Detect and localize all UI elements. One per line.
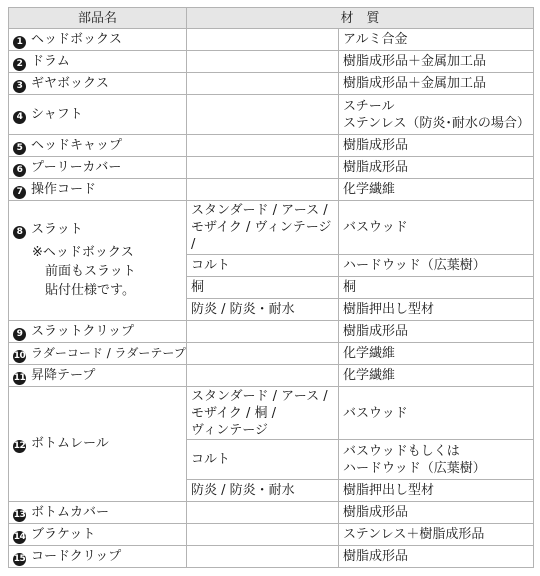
material-cell: 樹脂成形品 [339, 502, 534, 524]
table-row [9, 502, 534, 524]
material-cell: 樹脂押出し型材 [339, 299, 534, 321]
note-line: 前面もスラット [45, 264, 136, 279]
material-line: ハードウッド（広葉樹） [343, 460, 486, 476]
material-cell: 化学繊維 [339, 179, 534, 201]
material-cell: ステンレス＋樹脂成形品 [339, 524, 534, 546]
header-material: 材 質 [187, 8, 534, 29]
variant-line: ヴィンテージ [191, 422, 268, 438]
part-name-cell [9, 524, 187, 546]
part-name-cell [9, 135, 187, 157]
material-cell: バスウッド [339, 201, 534, 255]
material-cell: ハードウッド（広葉樹） [339, 255, 534, 277]
table-row [9, 546, 534, 568]
part-name: ヘッドキャップ [31, 137, 123, 153]
variant-cell: コルト [187, 255, 339, 277]
variant-cell [187, 321, 339, 343]
variant-cell [187, 201, 339, 255]
part-name-cell [9, 201, 187, 321]
part-name-cell [9, 95, 187, 135]
variant-cell: コルト [187, 440, 339, 480]
part-number-badge: 7 [13, 186, 26, 199]
parts-material-table [8, 7, 534, 568]
variant-cell [187, 502, 339, 524]
table-row [9, 524, 534, 546]
material-cell: 樹脂成形品＋金属加工品 [339, 73, 534, 95]
part-name-cell [9, 321, 187, 343]
part-name-cell [9, 387, 187, 502]
part-name-cell [9, 365, 187, 387]
material-cell: 樹脂成形品 [339, 321, 534, 343]
part-number-badge: 1 [13, 36, 26, 49]
variant-cell [187, 51, 339, 73]
part-number-badge: 2 [13, 58, 26, 71]
table-row [9, 321, 534, 343]
part-number-badge: 9 [13, 328, 26, 341]
material-cell: 樹脂成形品＋金属加工品 [339, 51, 534, 73]
part-name-cell [9, 179, 187, 201]
material-line: スチール [343, 98, 395, 114]
part-name: 操作コード [31, 181, 97, 197]
part-number-badge: 14 [13, 531, 26, 542]
part-name: ギヤボックス [31, 75, 109, 91]
variant-cell [187, 365, 339, 387]
part-name: コードクリップ [31, 548, 122, 564]
part-number-badge: 12 [13, 441, 26, 451]
variant-cell [187, 157, 339, 179]
variant-cell [187, 29, 339, 51]
variant-cell: 防炎 / 防炎・耐水 [187, 299, 339, 321]
part-name-cell [9, 502, 187, 524]
material-line: バスウッドもしくは [343, 443, 460, 459]
variant-cell [187, 179, 339, 201]
material-cell [339, 95, 534, 135]
variant-cell: 桐 [187, 277, 339, 299]
material-cell: 樹脂成形品 [339, 157, 534, 179]
part-name-cell [9, 546, 187, 568]
part-name: ラダーコード / ラダーテープ [31, 345, 186, 360]
part-number-badge: 13 [13, 509, 26, 520]
table-row [9, 73, 534, 95]
table-row [9, 51, 534, 73]
variant-line: モザイク / ヴィンテージ / [191, 220, 332, 252]
part-name: ブラケット [31, 526, 96, 542]
part-name-cell [9, 51, 187, 73]
note-line: ※ヘッドボックス [32, 245, 134, 260]
table-header-row [9, 8, 534, 29]
material-cell: 化学繊維 [339, 365, 534, 387]
part-name: スラット [31, 222, 83, 237]
part-number-badge: 10 [13, 350, 26, 361]
part-name-cell [9, 343, 187, 365]
part-name: ヘッドボックス [31, 31, 122, 47]
part-number-badge: 6 [13, 164, 26, 177]
material-cell: 化学繊維 [339, 343, 534, 365]
part-name: プーリーカバー [31, 159, 122, 175]
part-name: ボトムレール [31, 436, 109, 451]
part-number-badge: 15 [13, 553, 26, 564]
part-name-cell [9, 29, 187, 51]
variant-cell [187, 135, 339, 157]
variant-cell [187, 524, 339, 546]
table-row [9, 135, 534, 157]
part-name: ボトムカバー [31, 504, 110, 520]
table-row [9, 387, 534, 440]
material-cell: 樹脂押出し型材 [339, 480, 534, 502]
part-name: シャフト [31, 106, 83, 122]
table-row [9, 343, 534, 365]
variant-cell [187, 343, 339, 365]
variant-cell [187, 73, 339, 95]
part-name: 昇降テープ [31, 367, 96, 383]
variant-cell [187, 95, 339, 135]
part-name-cell [9, 157, 187, 179]
table-row [9, 95, 534, 135]
material-cell: 樹脂成形品 [339, 546, 534, 568]
material-cell: アルミ合金 [339, 29, 534, 51]
header-part-name: 部品名 [9, 8, 187, 29]
material-cell: 樹脂成形品 [339, 135, 534, 157]
variant-cell [187, 546, 339, 568]
slat-note [13, 243, 186, 300]
variant-line: スタンダード / アース / [191, 203, 328, 218]
part-name: ドラム [31, 53, 70, 69]
part-number-badge: 5 [13, 142, 26, 155]
variant-line: モザイク / 桐 / [191, 405, 276, 421]
part-number-badge: 4 [13, 111, 26, 124]
variant-cell: 防炎 / 防炎・耐水 [187, 480, 339, 502]
part-name: スラットクリップ [31, 323, 134, 339]
variant-line: スタンダード / アース / [191, 388, 328, 404]
table-row [9, 201, 534, 255]
part-number-badge: 11 [13, 372, 26, 383]
part-number-badge: 3 [13, 80, 26, 93]
table-row [9, 29, 534, 51]
table-row [9, 157, 534, 179]
material-cell: バスウッド [339, 387, 534, 440]
part-name-cell [9, 73, 187, 95]
part-number-badge: 8 [13, 226, 26, 239]
variant-cell [187, 387, 339, 440]
material-cell: 桐 [339, 277, 534, 299]
material-line: ステンレス（防炎･耐水の場合） [343, 115, 530, 131]
note-line: 貼付仕様です。 [45, 283, 135, 298]
table-row [9, 365, 534, 387]
material-cell [339, 440, 534, 480]
table-row [9, 179, 534, 201]
